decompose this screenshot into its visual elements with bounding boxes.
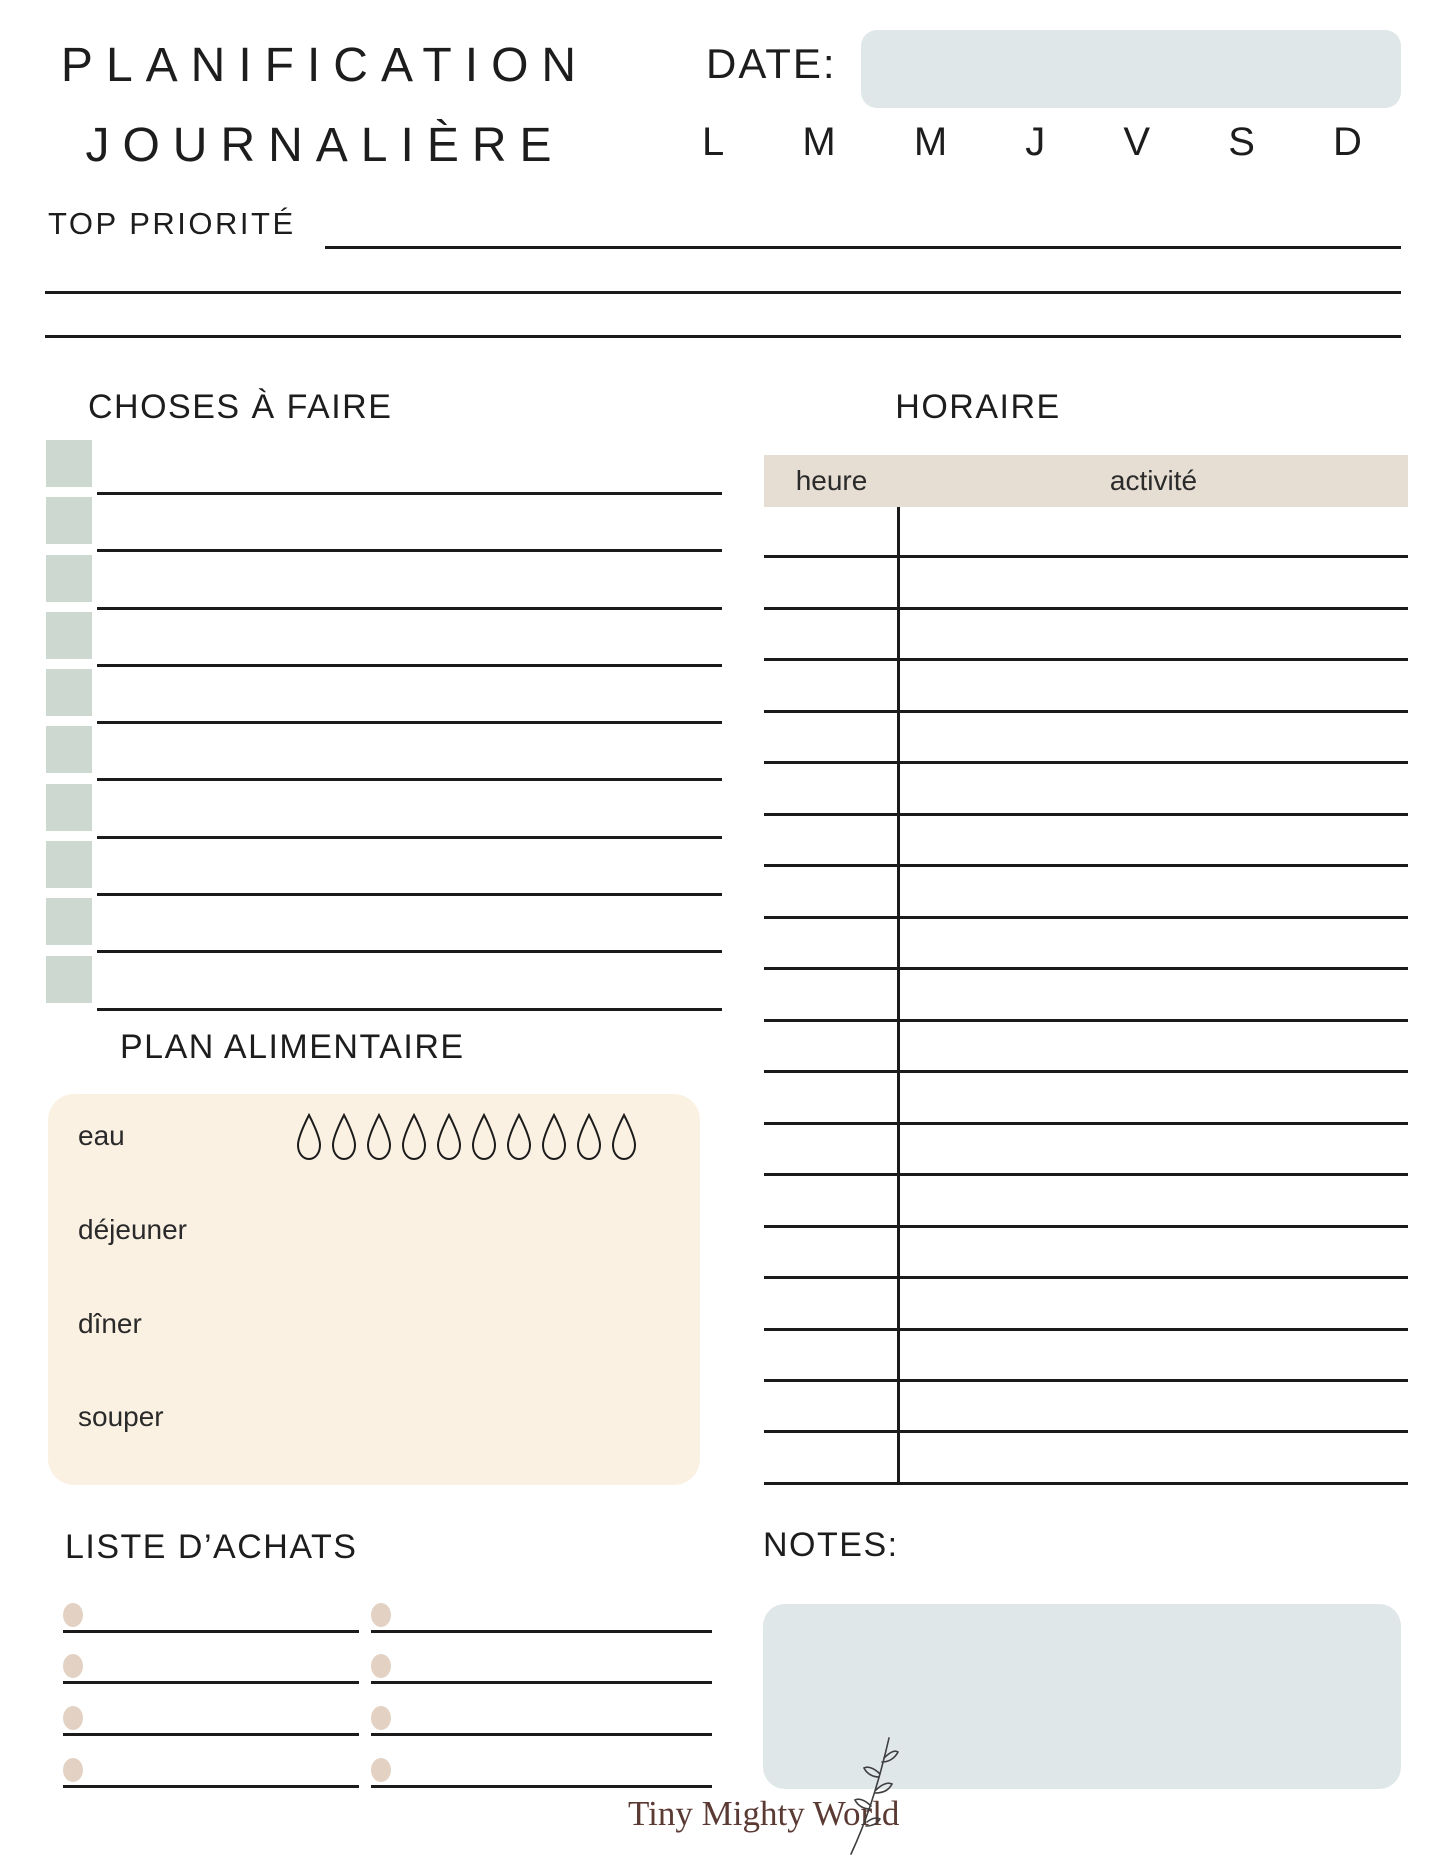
schedule-row[interactable] [764, 919, 1408, 970]
todo-list [46, 440, 722, 1013]
schedule-row[interactable] [764, 1331, 1408, 1382]
water-tracker [294, 1112, 639, 1162]
day-initial-0[interactable]: L [702, 120, 725, 164]
shopping-write-line[interactable] [371, 1785, 712, 1788]
page-title [55, 26, 595, 186]
schedule-row[interactable] [764, 1073, 1408, 1124]
lunch-label: dîner [78, 1308, 142, 1339]
water-drop-icon[interactable] [469, 1112, 499, 1162]
water-drop-icon[interactable] [539, 1112, 569, 1162]
bullet-icon [63, 1603, 83, 1627]
todo-write-line[interactable] [97, 664, 722, 667]
todo-row [46, 555, 722, 612]
top-priority-line[interactable] [45, 291, 1401, 294]
bullet-icon [371, 1706, 391, 1730]
todo-row [46, 497, 722, 554]
bullet-icon [63, 1758, 83, 1782]
water-drop-icon[interactable] [294, 1112, 324, 1162]
days-row [702, 120, 1362, 165]
schedule-row[interactable] [764, 764, 1408, 815]
water-drop-icon[interactable] [574, 1112, 604, 1162]
shopping-list-row [63, 1581, 359, 1633]
schedule-col-activity: activité [1109, 465, 1198, 496]
schedule-row[interactable] [764, 970, 1408, 1021]
todo-checkbox[interactable] [46, 726, 92, 773]
todo-row [46, 956, 722, 1013]
todo-checkbox[interactable] [46, 898, 92, 945]
todo-checkbox[interactable] [46, 669, 92, 716]
todo-write-line[interactable] [97, 492, 722, 495]
bullet-icon [63, 1706, 83, 1730]
shopping-list-heading: LISTE D’ACHATS [65, 1528, 358, 1566]
branch-sprig-icon [843, 1732, 899, 1858]
schedule-row[interactable] [764, 1228, 1408, 1279]
breakfast-label: déjeuner [78, 1214, 187, 1245]
bullet-icon [63, 1654, 83, 1678]
shopping-list-row [63, 1633, 359, 1685]
shopping-list-column-2 [371, 1581, 712, 1788]
todo-write-line[interactable] [97, 721, 722, 724]
schedule-row[interactable] [764, 507, 1408, 558]
todo-row [46, 440, 722, 497]
water-drop-icon[interactable] [399, 1112, 429, 1162]
schedule-table-header [764, 455, 1408, 507]
schedule-row[interactable] [764, 1382, 1408, 1433]
todo-checkbox[interactable] [46, 555, 92, 602]
day-initial-2[interactable]: M [913, 120, 948, 164]
schedule-row[interactable] [764, 816, 1408, 867]
todo-checkbox[interactable] [46, 497, 92, 544]
todo-checkbox[interactable] [46, 784, 92, 831]
todo-checkbox[interactable] [46, 612, 92, 659]
notes-heading: NOTES: [763, 1526, 899, 1564]
day-initial-5[interactable]: S [1228, 120, 1255, 164]
schedule-row[interactable] [764, 713, 1408, 764]
day-initial-1[interactable]: M [802, 120, 836, 164]
todo-checkbox[interactable] [46, 841, 92, 888]
shopping-list [63, 1581, 712, 1788]
schedule-row[interactable] [764, 661, 1408, 712]
brand-mark [628, 1794, 899, 1834]
date-input[interactable] [861, 30, 1401, 108]
top-priority-label: TOP PRIORITÉ [48, 206, 296, 241]
meal-plan-heading: PLAN ALIMENTAIRE [120, 1028, 465, 1066]
schedule-row[interactable] [764, 558, 1408, 609]
shopping-list-row [63, 1684, 359, 1736]
schedule-table [764, 507, 1408, 1485]
water-drop-icon[interactable] [609, 1112, 639, 1162]
day-initial-4[interactable]: V [1123, 120, 1151, 164]
bullet-icon [371, 1758, 391, 1782]
date-label: DATE: [706, 40, 837, 87]
top-priority-line[interactable] [325, 246, 1401, 249]
todo-write-line[interactable] [97, 778, 722, 781]
schedule-row[interactable] [764, 1176, 1408, 1227]
schedule-col-hour: heure [795, 465, 868, 496]
todo-checkbox[interactable] [46, 956, 92, 1003]
schedule-row[interactable] [764, 867, 1408, 918]
schedule-heading: HORAIRE [895, 388, 1061, 426]
water-label: eau [78, 1120, 125, 1151]
page-title-line1: PLANIFICATION [60, 39, 590, 92]
bullet-icon [371, 1603, 391, 1627]
todo-row [46, 898, 722, 955]
shopping-list-row [371, 1581, 712, 1633]
schedule-row[interactable] [764, 610, 1408, 661]
shopping-list-row [371, 1684, 712, 1736]
todo-row [46, 841, 722, 898]
todo-row [46, 726, 722, 783]
shopping-list-column-1 [63, 1581, 359, 1788]
schedule-rows [764, 507, 1408, 1485]
meal-plan-box [48, 1094, 700, 1485]
todo-write-line[interactable] [97, 950, 722, 953]
bullet-icon [371, 1654, 391, 1678]
water-drop-icon[interactable] [504, 1112, 534, 1162]
water-drop-icon[interactable] [434, 1112, 464, 1162]
brand-text: Tiny Mighty World [628, 1794, 900, 1833]
shopping-list-row [63, 1736, 359, 1788]
todo-row [46, 612, 722, 669]
todo-write-line[interactable] [97, 836, 722, 839]
water-drop-icon[interactable] [364, 1112, 394, 1162]
schedule-row[interactable] [764, 1125, 1408, 1176]
todo-write-line[interactable] [97, 549, 722, 552]
shopping-write-line[interactable] [63, 1785, 359, 1788]
todo-heading: CHOSES À FAIRE [88, 388, 393, 426]
day-initial-3[interactable]: J [1025, 120, 1046, 164]
schedule-row[interactable] [764, 1279, 1408, 1330]
schedule-row[interactable] [764, 1022, 1408, 1073]
water-drop-icon[interactable] [329, 1112, 359, 1162]
todo-write-line[interactable] [97, 1008, 722, 1011]
shopping-list-row [371, 1633, 712, 1685]
top-priority-line[interactable] [45, 335, 1401, 338]
todo-write-line[interactable] [97, 893, 722, 896]
schedule-column-divider [897, 507, 900, 1485]
schedule-row[interactable] [764, 1433, 1408, 1484]
todo-write-line[interactable] [97, 607, 722, 610]
shopping-list-row [371, 1736, 712, 1788]
todo-checkbox[interactable] [46, 440, 92, 487]
day-initial-6[interactable]: D [1333, 120, 1362, 164]
todo-row [46, 669, 722, 726]
dinner-label: souper [78, 1401, 164, 1432]
page-title-line2: JOURNALIÈRE [85, 119, 565, 172]
todo-row [46, 784, 722, 841]
